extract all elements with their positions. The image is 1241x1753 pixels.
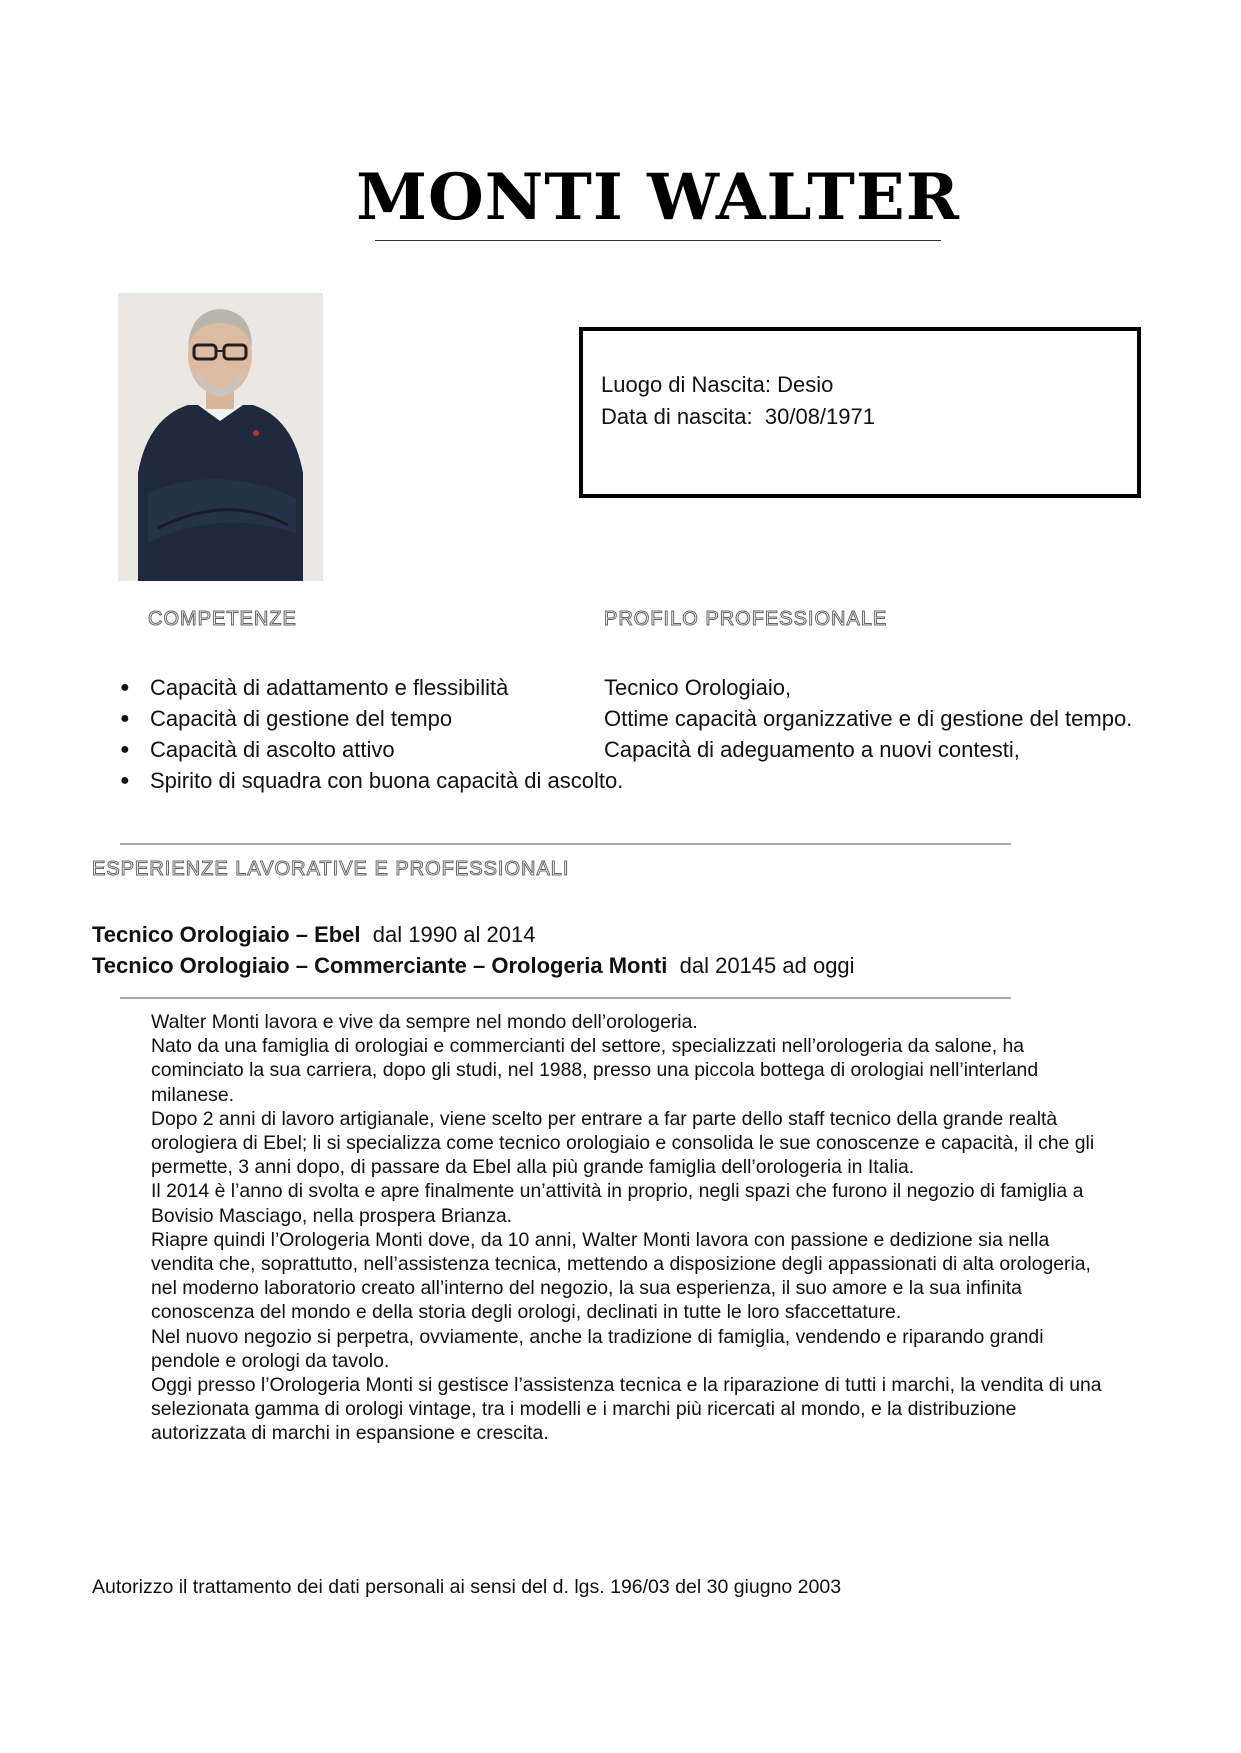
title-underline	[375, 240, 941, 241]
job-period: dal 1990 al 2014	[372, 922, 536, 947]
profile-line: Tecnico Orologiaio,	[604, 675, 792, 700]
bio-paragraph: Oggi presso l’Orologeria Monti si gestisce l’assistenza tecnica e la riparazione di tutti i marchi, la vendita di una selezionata gamma di orologi vintage, tra i modelli e i marchi più ricercati al mondo, e la distribuzione autorizzata di marchi in espansione e crescita.	[151, 1374, 1102, 1445]
profile-line: Capacità di adeguamento a nuovi contesti,	[604, 737, 1020, 762]
job-entry	[92, 919, 535, 950]
bio-paragraph: Il 2014 è l’anno di svolta e apre finalmente un’attività in proprio, negli spazi che furono il negozio di famiglia a Bovisio Masciago, nella prospera Brianza.	[151, 1180, 1084, 1227]
bio-text	[151, 1010, 1111, 1446]
section-divider	[120, 843, 1011, 845]
bio-paragraph: Nel nuovo negozio si perpetra, ovviamente, anche la tradizione di famiglia, vendendo e riparando grandi pendole e orologi da tavolo.	[151, 1325, 1044, 1372]
privacy-consent: Autorizzo il trattamento dei dati personali ai sensi del d. lgs. 196/03 del 30 giugno 2003	[92, 1576, 842, 1598]
bio-paragraph: Nato da una famiglia di orologiai e commercianti del settore, specializzati nell’orologeria da salone, ha cominciato la sua carriera, dopo gli studi, nel 1988, presso una piccola bottega di orologiai nell’interland milanese.	[151, 1035, 1039, 1106]
birthdate-label: Data di nascita:	[601, 404, 753, 429]
skills-list	[118, 672, 638, 796]
job-title: Tecnico Orologiaio – Ebel	[92, 922, 361, 947]
list-item: ● Capacità di ascolto attivo	[118, 734, 638, 765]
page-title: MONTI WALTER	[356, 160, 960, 235]
bio-paragraph: Dopo 2 anni di lavoro artigianale, viene scelto per entrare a far parte dello staff tecnico della grande realtà orologiera di Ebel; li si specializza come tecnico orologiaio e consolida le sue conoscenze e capacità, il che gli permette, 3 anni dopo, di passare da Ebel alla più grande famiglia dell’orologeria in Italia.	[151, 1107, 1095, 1179]
birthplace-value: Desio	[777, 372, 834, 397]
list-item: ● Capacità di gestione del tempo	[118, 703, 638, 734]
profile-line: Ottime capacità organizzative e di gestione del tempo.	[604, 706, 1133, 731]
job-title: Tecnico Orologiaio – Commerciante – Orologeria Monti	[92, 953, 668, 978]
list-item: ● Spirito di squadra con buona capacità di ascolto.	[118, 765, 638, 796]
profile-heading: PROFILO PROFESSIONALE	[604, 608, 888, 630]
profile-text	[604, 672, 1241, 765]
section-divider	[120, 997, 1011, 999]
personal-info-box	[579, 327, 1141, 498]
job-entry	[92, 950, 855, 981]
birthdate-line	[601, 401, 875, 433]
experience-heading: ESPERIENZE LAVORATIVE E PROFESSIONALI	[92, 858, 570, 880]
bio-paragraph: Riapre quindi l’Orologeria Monti dove, da 10 anni, Walter Monti lavora con passione e dedizione sia nella vendita che, soprattutto, nell’assistenza tecnica, mettendo a disposizione degli appassionati di alta orologeria, nel moderno laboratorio creato all’interno del negozio, la sua esperienza, il suo amore e la sua infinita conoscenza del mondo e della storia degli orologi, declinati in tutte le loro sfaccettature.	[151, 1228, 1091, 1324]
birthdate-value: 30/08/1971	[764, 404, 875, 429]
profile-photo	[118, 293, 323, 581]
birthplace-label: Luogo di Nascita:	[601, 372, 771, 397]
bio-paragraph: Walter Monti lavora e vive da sempre nel mondo dell’orologeria.	[151, 1011, 698, 1033]
skills-heading: COMPETENZE	[148, 608, 297, 630]
birthplace-line	[601, 369, 875, 401]
job-period: dal 20145 ad oggi	[679, 953, 855, 978]
list-item: ● Capacità di adattamento e flessibilità	[118, 672, 638, 703]
